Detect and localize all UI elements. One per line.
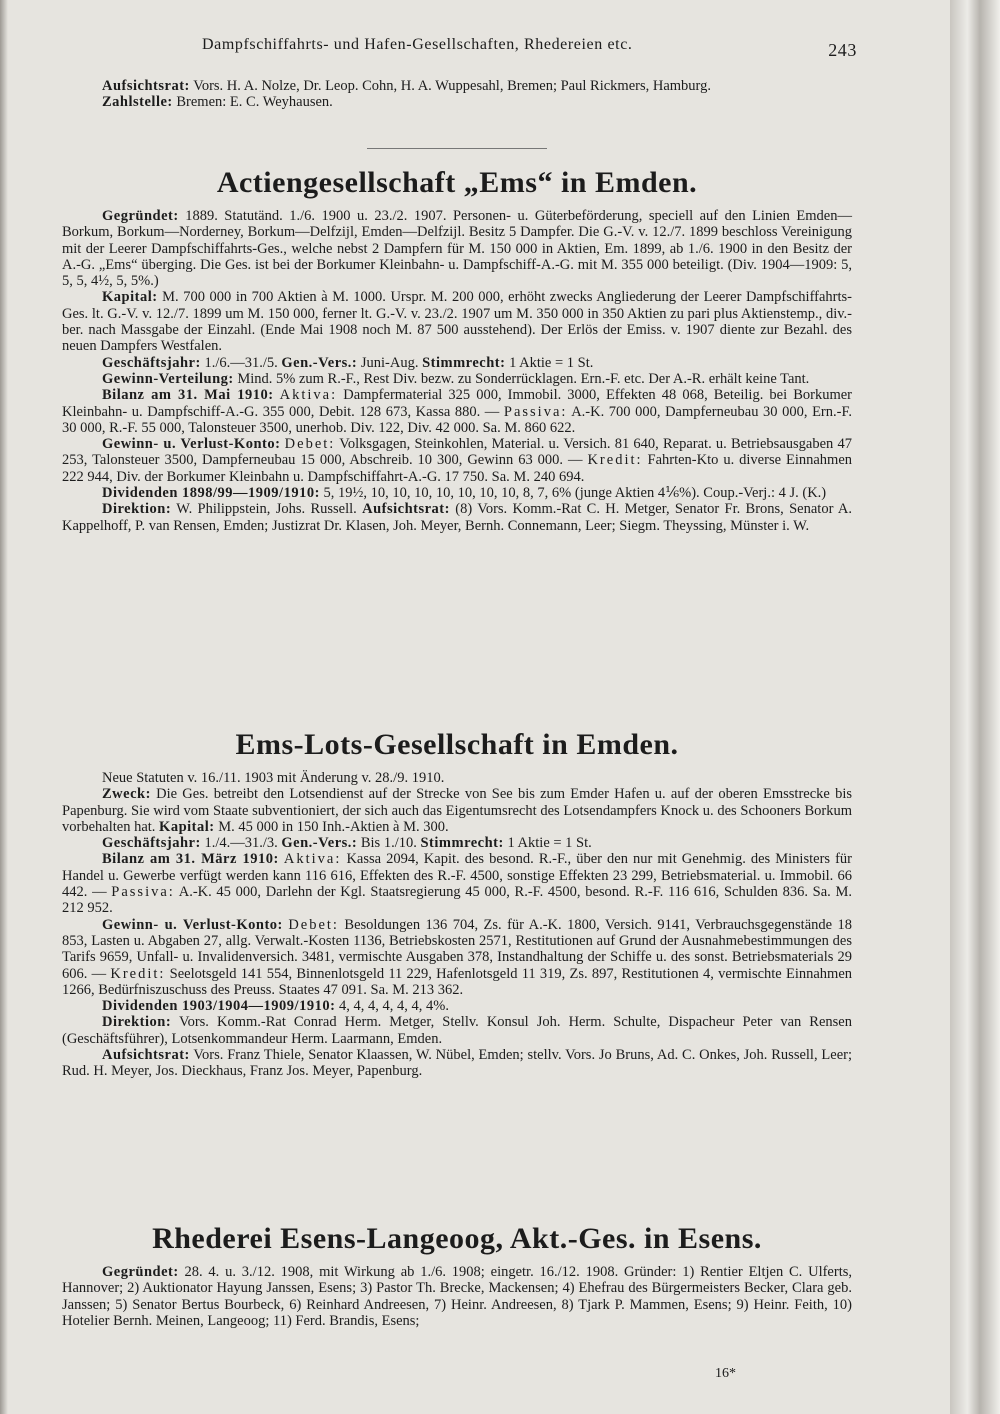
zahlstelle-paragraph: Zahlstelle: Bremen: E. C. Weyhausen. bbox=[102, 94, 333, 111]
zweck-paragraph: Zweck: Die Ges. betreibt den Lotsendienst auf der Strecke von See bis zum Emder Hafen u. auf der oberen Emsstrecke bis Papenburg. Sie wird vom Staate subventioniert, der sich auch das Eigentumsrecht des Lotsendampfers Knock u. des Schooners Borkum vorbehalten hat. Kapital: M. 45 000 in 150 Inh.-Aktien à M. 300. bbox=[62, 786, 852, 835]
entry-ems-lots bbox=[62, 728, 852, 1080]
gewinn-verteilung-paragraph: Gewinn-Verteilung: Mind. 5% zum R.-F., Rest Div. bezw. zu Sonderrücklagen. Ern.-F. etc. Der A.-R. erhält keine Tant. bbox=[102, 370, 810, 387]
guv-paragraph: Gewinn- u. Verlust-Konto: Debet: Volksgagen, Steinkohlen, Material. u. Versich. 81 640, Reparat. u. Betriebsausgaben 47 253, Talonsteuer 3500, Dampferneubau 15 000, Abschreib. 10 300, Gewinn 63 000. — Kredit: Fahrten-Kto u. diverse Einnahmen 222 944, Div. der Borkumer Kleinbahn u. Dampfschiffahrt-A.-G. 17 750. Sa. M. 240 694. bbox=[62, 436, 853, 485]
running-header bbox=[62, 36, 857, 64]
header-title: Dampfschiffahrts- und Hafen-Gesellschaften, Rhedereien etc. bbox=[202, 36, 633, 53]
aufsichtsrat-paragraph: Aufsichtsrat: Vors. Franz Thiele, Senator Klaassen, W. Nübel, Emden; stellv. Vors. Jo Bruns, Ad. C. Onkes, Joh. Russell, Leer; Rud. H. Meyer, Jos. Dieckhaus, Franz Jos. Meyer, Papenburg. bbox=[62, 1047, 852, 1080]
gegruendet-paragraph: Gegründet: 28. 4. u. 3./12. 1908, mit Wirkung ab 1./6. 1908; eingetr. 16./12. 1908. Gründer: 1) Rentier Eltjen C. Ulferts, Hannover; 2) Auktionator Hayung Janssen, Esens; 3) Pastor Th. Brecke, Mackensen; 4) Ehefrau des Bürgermeisters Becker, Clara geb. Janssen; 5) Senator Bertus Bourbeck, 6) Reinhard Andreesen, 7) Heinr. Andreesen, 8) Tjark P. Mammen, Esens; 9) Heinr. Feith, 10) Hotelier Bernh. Meinen, Langeoog; 11) Ferd. Brandis, Esens; bbox=[62, 1264, 852, 1329]
geschaeftsjahr-paragraph: Geschäftsjahr: 1./4.—31./3. Gen.-Vers.: Bis 1./10. Stimmrecht: 1 Aktie = 1 St. bbox=[102, 835, 592, 852]
bilanz-paragraph: Bilanz am 31. März 1910: Aktiva: Kassa 2094, Kapit. des besond. R.-F., über den nur mit Genehmig. des Ministers für Handel u. Gewerbe verfügt werden kann 116 616, Effekten des R.-F. 4500, sonstige Effekten 23 299, Betriebsmaterial. u. Immobil. 66 442. — Passiva: A.-K. 45 000, Darlehn der Kgl. Staatsregierung 45 000, R.-F. 4500, besond. R.-F. 116 616, Schulden 836. Sa. M. 212 952. bbox=[62, 851, 853, 917]
dividenden-paragraph: Dividenden 1898/99—1909/1910: 5, 19½, 10, 10, 10, 10, 10, 10, 10, 8, 7, 6% (junge Aktien 4⅙%). Coup.-Verj.: 4 J. (K.) bbox=[102, 485, 827, 502]
gegruendet-paragraph: Gegründet: 1889. Statutänd. 1./6. 1900 u. 23./2. 1907. Personen- u. Güterbeförderung, speciell auf den Linien Emden—Borkum, Borkum—Norderney, Borkum—Delfzijl, Emden—Delfzijl. Besitz 5 Dampfer. Die G.-V. v. 12./7. 1899 beschloss Vereinigung mit der Leerer Dampfschiffahrts-Ges., welche nebst 2 Dampfern für M. 150 000 in Aktien, Em. 1899, ab 1./6. 1900 in den Besitz der A.-G. „Ems“ überging. Die Ges. ist bei der Borkumer Kleinbahn- u. Dampfschiff-A.-G. mit M. 355 000 beteiligt. (Div. 1904—1909: 5, 5, 5, 4½, 5, 5%.) bbox=[62, 208, 852, 290]
kapital-paragraph: Kapital: M. 700 000 in 700 Aktien à M. 1000. Urspr. M. 200 000, erhöht zwecks Angliederung der Leerer Dampfschiffahrts-Ges. lt. G.-V. v. 12./7. 1899 um M. 150 000, ferner lt. G.-V. v. 23./2. 1907 um M. 350 000 in 350 Aktien zu pari plus Aktienstemp., div.-ber. nach Massgabe der Einzahl. (Ende Mai 1908 noch M. 87 500 ausstehend). Der Erlös der Emiss. v. 1907 diente zur Bezahl. des neuen Dampfers Westfalen. bbox=[62, 289, 852, 355]
section-divider bbox=[367, 148, 547, 149]
page-left-edge bbox=[0, 0, 8, 1414]
entry-ems bbox=[62, 166, 852, 534]
book-spine bbox=[950, 0, 1000, 1414]
entry-esens-langeoog bbox=[62, 1222, 852, 1329]
statuten-paragraph: Neue Statuten v. 16./11. 1903 mit Änderung v. 28./9. 1910. bbox=[102, 770, 445, 786]
direktion-paragraph: Direktion: W. Philippstein, Johs. Russell. Aufsichtsrat: (8) Vors. Komm.-Rat C. H. Metger, Senator Fr. Brons, Senator A. Kappelhoff, P. van Rensen, Emden; Justizrat Dr. Klasen, Joh. Meyer, Bernh. Connemann, Leer; Siegm. Theyssing, Münster i. W. bbox=[62, 501, 852, 534]
guv-paragraph: Gewinn- u. Verlust-Konto: Debet: Besoldungen 136 704, Zs. für A.-K. 1800, Versich. 9141, Verbrauchsgegenstände 18 853, Lasten u. Abgaben 27, allg. Verwalt.-Kosten 1136, Betriebskosten 2571, Restitutionen auf Grund der Ausnahmebestimmungen des Tarifs 9659, Unfall- u. Invalidenversich. 3481, vermischte Ausgaben 378, Instandhaltung der Schiffe u. des sonst. Betriebsmaterials 29 606. — Kredit: Seelotsgeld 141 554, Binnenlotsgeld 11 229, Hafenlotsgeld 11 319, Zs. 897, Restitutionen 4, vermischte Einnahmen 1266, Bedürfniszuschuss des Preuss. Staates 47 091. Sa. M. 213 362. bbox=[62, 916, 853, 998]
geschaeftsjahr-paragraph: Geschäftsjahr: 1./6.—31./5. Gen.-Vers.: Juni-Aug. Stimmrecht: 1 Aktie = 1 St. bbox=[102, 354, 594, 371]
page-number: 243 bbox=[828, 40, 857, 60]
direktion-paragraph: Direktion: Vors. Komm.-Rat Conrad Herm. Metger, Stellv. Konsul Joh. Herm. Schulte, Dispacheur Peter van Rensen (Geschäftsführer), Lotsenkommandeur Herm. Laarmann, Emden. bbox=[62, 1014, 852, 1047]
previous-entry-tail bbox=[62, 78, 852, 111]
aufsichtsrat-paragraph: Aufsichtsrat: Vors. H. A. Nolze, Dr. Leop. Cohn, H. A. Wuppesahl, Bremen; Paul Rickmers, Hamburg. bbox=[102, 78, 711, 94]
bilanz-paragraph: Bilanz am 31. Mai 1910: Aktiva: Dampfermaterial 325 000, Immobil. 3000, Effekten 48 068, Beteilig. bei Borkumer Kleinbahn- u. Dampfschiff-A.-G. 355 000, Debit. 128 673, Kassa 880. — Passiva: A.-K. 700 000, Dampferneubau 30 000, Ern.-F. 30 000, R.-F. 55 000, Talonsteuer 3500, unerhob. Div. 122, Div. 42 000. Sa. M. 860 622. bbox=[62, 387, 853, 436]
entry-title: Actiengesellschaft „Ems“ in Emden. bbox=[216, 166, 698, 199]
entry-title: Rhederei Esens-Langeoog, Akt.-Ges. in Esens. bbox=[152, 1222, 762, 1255]
entry-title: Ems-Lots-Gesellschaft in Emden. bbox=[235, 728, 679, 761]
dividenden-paragraph: Dividenden 1903/1904—1909/1910: 4, 4, 4, 4, 4, 4, 4%. bbox=[102, 998, 450, 1015]
signature-mark: 16* bbox=[715, 1366, 736, 1381]
